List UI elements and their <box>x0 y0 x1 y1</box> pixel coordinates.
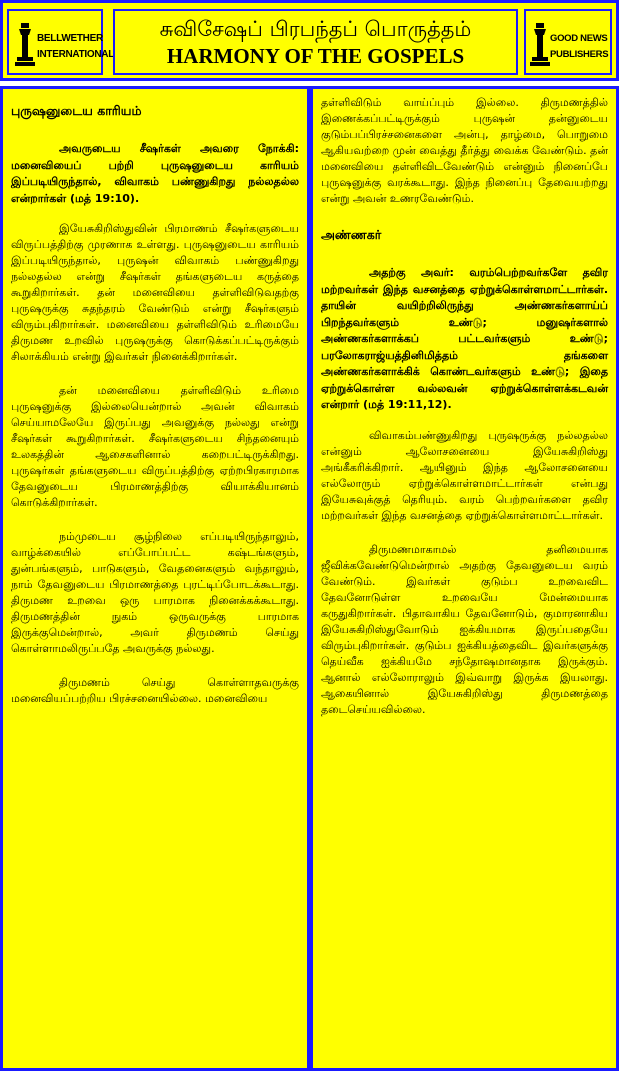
bellwether-ram-icon <box>15 21 35 67</box>
scripture-verse: அதற்கு அவர்: வரம்பெற்றவர்களே தவிர மற்றவர்கள் இந்த வசனத்தை ஏற்றுக்கொள்ளமாட்டார்கள். தாயின் வயிற்றிலிருந்து அண்ணகர்களாய்ப் பிறந்தவர்களும் உண்டு; மனுஷர்களால் அண்ணகர்களாக்கப் பட்டவர்களும் உண்டு; பரலோகராஜ்யத்தினிமித்தம் தங்களை அண்ணகர்களாக்கிக் கொண்டவர்களும் உண்டு; இதை ஏற்றுக்கொள்ள வல்லவன் ஏற்றுக்கொள்ளக்கடவன் என்றார் (மத் 19:11,12). <box>321 266 608 411</box>
scripture-verse: அவருடைய சீஷர்கள் அவரை நோக்கி: மனைவியைப் பற்றி புருஷனுடைய காரியம் இப்படியிருந்தால், விவாகம் பண்ணுகிறது நல்லதல்ல என்றார்கள் (மத் 19:10). <box>11 142 299 205</box>
logo-right-line1: GOOD NEWS <box>550 33 608 44</box>
logo-left-line2: INTERNATIONAL <box>37 49 115 60</box>
logo-left-line1: BELLWETHER <box>37 33 103 44</box>
paragraph-continued: தள்ளிவிடும் வாய்ப்பும் இல்லை. திருமணத்தில் இணைக்கப்பட்டிருக்கும் புருஷன் தன்னுடைய குடும்பப்பிரச்சனைகளை அன்பு, தாழ்மை, பொறுமை ஆகியவற்றை முன் வைத்து தீர்த்து வைக்க வேண்டும். தன் மனைவியை தள்ளிவிடவேண்டும் என்னும் நினைப்பே புருஷனுக்கு வரக்கூடாது. இந்த நினைப்பு தேவையற்றது என்று அவன் உணரவேண்டும். <box>321 96 608 205</box>
title-box <box>113 9 518 75</box>
paragraph: இயேசுகிறிஸ்துவின் பிரமாணம் சீஷர்களுடைய விருப்பத்திற்கு முரணாக உள்ளது. புருஷனுடைய காரியம் இப்படியிருந்தால், புருஷன் விவாகம் பண்ணுகிறது நல்லதல்ல என்று சீஷர்கள் தங்களுடைய கருத்தை கூறுகிறார்கள். தன் மனைவியை தள்ளிவிடுவதற்கு புருஷருக்கு சுதந்தரம் வேண்டும் என்று சீஷர்களும் விரும்புகிறார்கள். மனைவியை தள்ளிவிடும் உரிமையே திருமண உறவில் புருஷருக்கு கொடுக்கப்பட்டிருக்கும் சிலாக்கியம் என்று இவர்கள் நினைக்கிறார்கள். <box>11 222 299 363</box>
paragraph: தன் மனைவியை தள்ளிவிடும் உரிமை புருஷனுக்கு இல்லையென்றால் அவன் விவாகம் செய்யாமலேயே இருப்பது அவனுக்கு நல்லது என்று சீஷர்கள் கூறுகிறார்கள். சீஷர்களுடைய சிந்தனையும் உலகத்தின் ஆசைகளினால் கறைபட்டிருக்கிறது. புருஷர்கள் தங்களுடைய விருப்பத்திற்கு ஏற்றபிரகாரமாக தேவனுடைய பிரமாணத்திற்கு வியாக்கியானம் கொடுக்கிறார்கள். <box>11 384 299 509</box>
paragraph: நம்முடைய சூழ்நிலை எப்படியிருந்தாலும், வாழ்க்கையில் எப்போப்பட்ட கஷ்டங்களும், துன்பங்களும், பாடுகளும், வேதனைகளும் வந்தாலும், நாம் தேவனுடைய பிரமாணத்தை புரட்டிப்போடக்கூடாது. திருமண உறவை ஒரு பாரமாக நினைக்கக்கூடாது. திருமணத்தின் நுகம் ஒருவருக்கு பாரமாக இருக்குமென்றால், அவர் திருமணம் செய்து கொள்ளாமலிருப்பதே அவருக்கு நல்லது. <box>11 530 299 655</box>
good-news-book-icon <box>530 21 550 67</box>
right-column <box>310 86 619 1071</box>
paragraph: திருமணமாகாமல் தனிமையாக ஜீவிக்கவேண்டுமென்றால் அதற்கு தேவனுடைய வரம் வேண்டும். இவர்கள் குடும்ப உறவைவிட தேவனோடுள்ள உறவையே மேன்மையாக கருதுகிறார்கள். பிதாவாகிய தேவனோடும், குமாரனாகிய இயேசுகிறிஸ்துவோடும் ஐக்கியமாக இருப்பதையே விரும்புகிறார்கள். குடும்ப ஐக்கியத்தைவிட இவர்களுக்கு தெய்வீக ஐக்கியமே சந்தோஷமானதாக இருக்கும். ஆனால் எல்லோராலும் இவ்வாறு இருக்க இயலாது. ஆகையினால் இயேசுகிறிஸ்து திருமணத்தை தடைசெய்யவில்லை. <box>321 542 608 716</box>
left-column <box>0 86 310 1071</box>
title-tamil: சுவிசேஷப் பிரபந்தப் பொருத்தம் <box>159 17 472 41</box>
section-heading-husband: புருஷனுடைய காரியம் <box>11 103 142 118</box>
header-banner <box>0 0 619 81</box>
logo-right-line2: PUBLISHERS <box>550 49 609 60</box>
paragraph: விவாகம்பண்ணுகிறது புருஷருக்கு நல்லதல்ல என்னும் ஆலோசனையை இயேசுகிறிஸ்து அங்கீகரிக்கிறார். ஆயினும் இந்த ஆலோசனையை எல்லோரும் ஏற்றுக்கொள்ளமாட்டார்கள் என்பது இயேசுவுக்குத் தெரியும். வரம் பெற்றவர்களை தவிர மற்றவர்கள் இந்த வசனத்தை ஏற்றுக்கொள்ளமாட்டார்கள். <box>321 428 608 522</box>
good-news-logo <box>524 9 612 75</box>
section-heading-eunuchs: அண்ணகர் <box>321 227 382 242</box>
bellwether-logo <box>7 9 115 75</box>
title-english: HARMONY OF THE GOSPELS <box>166 44 465 68</box>
paragraph: திருமணம் செய்து கொள்ளாதவருக்கு மனைவியப்பற்றிய பிரச்சனையில்லை. மனைவியை <box>11 676 299 705</box>
